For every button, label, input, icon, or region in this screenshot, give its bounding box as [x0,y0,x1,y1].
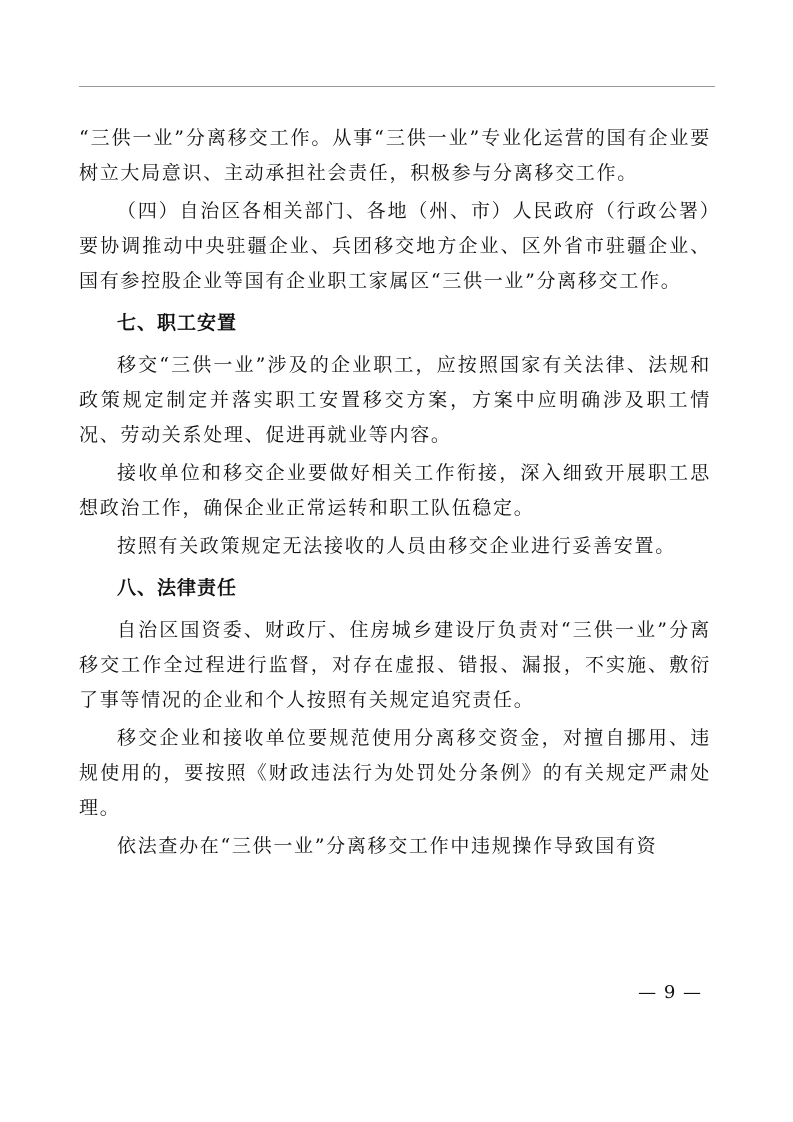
section-heading-legal-liability: 八、法律责任 [117,577,238,599]
paragraph-item-four: （四）自治区各相关部门、各地（州、市）人民政府（行政公署）要协调推动中央驻疆企业、兵团移交地方企业、区外省市驻疆企业、国有参控股企业等国有企业职工家属区“三供一业”分离移交工作。 [79,200,711,292]
paragraph-legal-liability-2: 移交企业和接收单位要规范使用分离移交资金，对擅自挪用、违规使用的，要按照《财政违法行为处罚处分条例》的有关规定严肃处理。 [79,727,711,819]
section-heading-staff-placement: 七、职工安置 [117,312,238,334]
paragraph-legal-liability-1: 自治区国资委、财政厅、住房城乡建设厅负责对“三供一业”分离移交工作全过程进行监督，对存在虚报、错报、漏报，不实施、敷衍了事等情况的企业和个人按照有关规定追究责任。 [79,619,711,711]
paragraph-continuation: “三供一业”分离移交工作。从事“三供一业”专业化运营的国有企业要树立大局意识、主动承担社会责任，积极参与分离移交工作。 [79,127,711,184]
paragraph-staff-placement-3: 按照有关政策规定无法接收的人员由移交企业进行妥善安置。 [117,535,676,557]
paragraph-legal-liability-3: 依法查办在“三供一业”分离移交工作中违规操作导致国有资 [117,835,658,857]
paragraph-staff-placement-2: 接收单位和移交企业要做好相关工作衔接，深入细致开展职工思想政治工作，确保企业正常运转和职工队伍稳定。 [79,462,711,519]
header-rule [79,86,715,87]
page-number: — 9 — [638,982,702,1003]
document-body [79,121,711,867]
paragraph-staff-placement-1: 移交“三供一业”涉及的企业职工，应按照国家有关法律、法规和政策规定制定并落实职工安置移交方案，方案中应明确涉及职工情况、劳动关系处理、促进再就业等内容。 [79,354,711,446]
